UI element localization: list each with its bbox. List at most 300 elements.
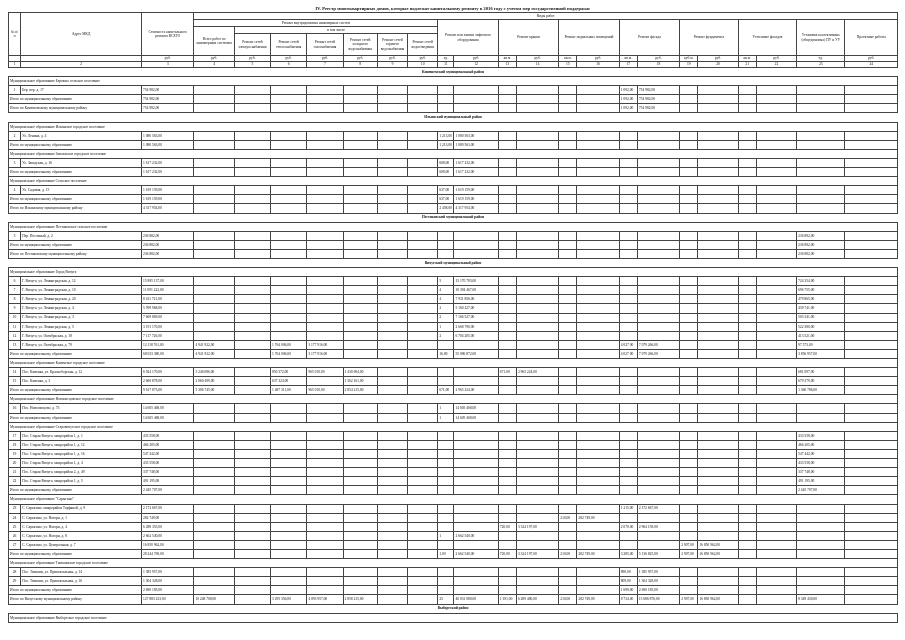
row-value xyxy=(498,313,516,322)
row-value xyxy=(234,531,270,540)
total-cell xyxy=(637,486,679,495)
row-value: 965 010,00 xyxy=(307,368,343,377)
total-cell: 671,00 xyxy=(438,386,454,395)
header-eng-group: Ремонт внутридомовых инженерных систем xyxy=(194,20,438,27)
row-value xyxy=(438,459,454,468)
total-cell: 4 027 00 xyxy=(619,349,637,358)
total-cell xyxy=(680,104,698,113)
table-row xyxy=(9,131,898,140)
row-value xyxy=(498,449,516,458)
row-address: Ул. Заводская, д. 16 xyxy=(21,158,142,167)
row-value: 724 354,00 xyxy=(797,277,845,286)
total-cell xyxy=(577,349,619,358)
row-number: 17 xyxy=(9,431,21,440)
row-value xyxy=(577,295,619,304)
total-cell xyxy=(271,240,307,249)
total-cell xyxy=(637,204,679,213)
row-value xyxy=(756,368,796,377)
row-value: 547 442,00 xyxy=(142,449,194,458)
total-cell: 754 982,00 xyxy=(637,95,679,104)
row-value xyxy=(637,286,679,295)
row-value: 15 895 137,00 xyxy=(142,277,194,286)
row-value xyxy=(343,331,377,340)
table-row xyxy=(9,431,898,440)
row-value xyxy=(698,522,738,531)
total-cell xyxy=(756,195,796,204)
row-value xyxy=(271,304,307,313)
row-value xyxy=(271,504,307,513)
row-value xyxy=(307,513,343,522)
total-cell xyxy=(756,249,796,258)
total-row xyxy=(9,349,898,358)
total-cell xyxy=(271,586,307,595)
total-row xyxy=(9,240,898,249)
row-value xyxy=(234,277,270,286)
row-value xyxy=(756,522,796,531)
row-value xyxy=(271,513,307,522)
total-cell xyxy=(194,195,234,204)
row-value xyxy=(845,313,898,322)
row-address: Бер. пер. д. 17 xyxy=(21,86,142,95)
total-row xyxy=(9,386,898,395)
row-value xyxy=(756,568,796,577)
total-cell xyxy=(454,486,498,495)
row-value xyxy=(619,277,637,286)
total-cell xyxy=(438,249,454,258)
total-cell xyxy=(307,140,343,149)
row-value xyxy=(271,277,307,286)
total-cell xyxy=(408,168,438,177)
row-value: 1 385 957,00 xyxy=(637,568,679,577)
total-cell xyxy=(756,386,796,395)
total-cell xyxy=(698,349,738,358)
row-value xyxy=(577,449,619,458)
row-value xyxy=(756,331,796,340)
row-value: 2 964 158,00 xyxy=(637,522,679,531)
table-row xyxy=(9,459,898,468)
header-design: Проектные работы xyxy=(845,20,898,56)
table-row xyxy=(9,313,898,322)
row-value xyxy=(234,340,270,349)
total-cell xyxy=(577,386,619,395)
row-address: Пос. Тимшин, ул. Привокзальная, д. 16 xyxy=(21,577,142,586)
row-value xyxy=(559,522,577,531)
row-value xyxy=(738,304,756,313)
column-number-cell: 8 xyxy=(343,62,377,68)
row-value xyxy=(516,304,558,313)
municipality-row xyxy=(9,149,898,158)
row-value xyxy=(637,313,679,322)
row-value xyxy=(577,531,619,540)
row-value: 479 865,00 xyxy=(797,295,845,304)
table-row xyxy=(9,440,898,449)
table-row xyxy=(9,231,898,240)
total-cell xyxy=(307,204,343,213)
row-value xyxy=(516,313,558,322)
units-cell: ед. xyxy=(797,56,845,62)
table-row xyxy=(9,86,898,95)
total-cell xyxy=(680,249,698,258)
total-cell: 1 080 563,00 xyxy=(454,140,498,149)
row-value xyxy=(845,331,898,340)
row-address: Пос. Каменка, ул. Красноборская, д. 12 xyxy=(21,368,142,377)
header-insul: Утепление фасадов xyxy=(738,20,796,56)
row-value: 2 xyxy=(438,304,454,313)
total-cell xyxy=(698,95,738,104)
row-value xyxy=(619,468,637,477)
row-value xyxy=(498,295,516,304)
units-cell: руб. xyxy=(234,56,270,62)
total-cell: 1 360 786,00 xyxy=(797,386,845,395)
row-value xyxy=(845,231,898,240)
total-cell xyxy=(234,549,270,558)
row-value xyxy=(516,277,558,286)
row-value xyxy=(698,449,738,458)
row-value xyxy=(343,522,377,531)
total-cell xyxy=(845,104,898,113)
row-value xyxy=(271,449,307,458)
total-cell xyxy=(680,95,698,104)
total-cell: 25 xyxy=(438,595,454,604)
row-value xyxy=(271,540,307,549)
row-value: 547 442,00 xyxy=(797,449,845,458)
row-value: 2 xyxy=(438,313,454,322)
total-cell xyxy=(408,386,438,395)
total-cell xyxy=(738,413,756,422)
header-sew: Ремонт сетей водоотведения xyxy=(408,34,438,56)
row-number: 22 xyxy=(9,477,21,486)
row-value xyxy=(516,86,558,95)
row-value xyxy=(559,577,577,586)
table-row xyxy=(9,304,898,313)
row-value xyxy=(516,295,558,304)
municipality-row xyxy=(9,395,898,404)
total-cell xyxy=(343,104,377,113)
row-value xyxy=(577,522,619,531)
row-value xyxy=(271,295,307,304)
row-value xyxy=(498,277,516,286)
row-value: 671,00 xyxy=(498,368,516,377)
total-cell: 8 734,00 xyxy=(619,595,637,604)
row-value xyxy=(454,522,498,531)
total-cell xyxy=(738,195,756,204)
row-value xyxy=(738,577,756,586)
row-number: 3 xyxy=(9,158,21,167)
total-row xyxy=(9,195,898,204)
row-value: 1 092,00 xyxy=(619,86,637,95)
row-value: 1 080 563,00 xyxy=(142,131,194,140)
row-value xyxy=(438,449,454,458)
row-value: 2 172 667,00 xyxy=(142,504,194,513)
row-value xyxy=(498,158,516,167)
row-value xyxy=(377,404,407,413)
total-cell: 1,00 xyxy=(438,549,454,558)
row-number: 20 xyxy=(9,459,21,468)
total-cell xyxy=(498,95,516,104)
row-value xyxy=(637,513,679,522)
row-value xyxy=(377,568,407,577)
total-row xyxy=(9,413,898,422)
row-value xyxy=(194,504,234,513)
total-cell xyxy=(845,240,898,249)
total-cell: 4 093 957,00 xyxy=(307,595,343,604)
row-value xyxy=(756,186,796,195)
row-value xyxy=(577,468,619,477)
total-cell xyxy=(194,204,234,213)
row-value xyxy=(194,131,234,140)
row-value: 3 177 916,00 xyxy=(307,340,343,349)
row-value: 2 662 540,00 xyxy=(142,531,194,540)
row-address: Г. Вичуга, ул. Ленинградская, д. 10 xyxy=(21,286,142,295)
total-cell xyxy=(516,413,558,422)
total-cell xyxy=(343,204,377,213)
row-value xyxy=(194,540,234,549)
total-cell xyxy=(377,204,407,213)
row-value: 890,00 xyxy=(619,568,637,577)
row-value xyxy=(307,468,343,477)
total-cell xyxy=(680,349,698,358)
total-cell: 236 882,00 xyxy=(142,249,194,258)
total-cell xyxy=(577,195,619,204)
row-value xyxy=(343,440,377,449)
total-cell: 1 xyxy=(438,413,454,422)
total-cell xyxy=(698,386,738,395)
row-value xyxy=(845,377,898,386)
row-value xyxy=(498,322,516,331)
row-value xyxy=(516,513,558,522)
row-value xyxy=(516,231,558,240)
total-cell xyxy=(498,140,516,149)
row-value xyxy=(845,449,898,458)
column-number-cell: 10 xyxy=(408,62,438,68)
row-value xyxy=(516,158,558,167)
total-cell xyxy=(577,95,619,104)
row-value xyxy=(738,277,756,286)
total-cell xyxy=(498,349,516,358)
total-cell xyxy=(343,195,377,204)
row-value xyxy=(577,459,619,468)
row-value xyxy=(637,331,679,340)
total-cell xyxy=(577,249,619,258)
total-cell xyxy=(619,249,637,258)
row-value xyxy=(698,340,738,349)
total-cell xyxy=(577,104,619,113)
row-value xyxy=(454,568,498,577)
table-row xyxy=(9,331,898,340)
row-value xyxy=(194,313,234,322)
total-cell: 127 883 233,00 xyxy=(142,595,194,604)
row-value: 236 882,00 xyxy=(142,231,194,240)
row-value xyxy=(698,313,738,322)
row-value xyxy=(377,322,407,331)
row-value xyxy=(234,431,270,440)
total-cell xyxy=(559,140,577,149)
units-cell: куб.м. xyxy=(680,56,698,62)
section-row xyxy=(9,68,898,77)
row-value: 14 605 468,00 xyxy=(454,404,498,413)
total-cell xyxy=(408,586,438,595)
row-address: Пос. Старая Вичуга, микрорайон 1, д. 12 xyxy=(21,440,142,449)
total-cell xyxy=(738,95,756,104)
row-value xyxy=(637,531,679,540)
total-cell xyxy=(698,240,738,249)
header-lift: Ремонт или замена лифтового оборудования xyxy=(438,20,498,56)
row-value xyxy=(194,295,234,304)
total-cell xyxy=(343,240,377,249)
total-cell xyxy=(619,168,637,177)
row-value xyxy=(194,331,234,340)
row-value xyxy=(698,131,738,140)
total-cell: 1 080 563,00 xyxy=(142,140,194,149)
total-label: Итого по муниципальному образованию xyxy=(9,140,142,149)
row-value xyxy=(577,368,619,377)
total-cell xyxy=(234,349,270,358)
row-value xyxy=(516,331,558,340)
row-value xyxy=(680,158,698,167)
row-number: 29 xyxy=(9,577,21,586)
total-cell xyxy=(498,413,516,422)
total-cell xyxy=(438,586,454,595)
row-value: 2 907,00 xyxy=(680,540,698,549)
row-value xyxy=(738,377,756,386)
row-address: Пос. Новописцово, д. 73 xyxy=(21,404,142,413)
row-value xyxy=(797,404,845,413)
total-row xyxy=(9,549,898,558)
row-value xyxy=(680,322,698,331)
row-value xyxy=(756,577,796,586)
row-value xyxy=(438,513,454,522)
row-address: Ул. Ленина, д. 4 xyxy=(21,131,142,140)
row-value xyxy=(680,477,698,486)
row-value xyxy=(234,322,270,331)
row-value xyxy=(438,377,454,386)
row-value xyxy=(680,404,698,413)
municipality-row xyxy=(9,122,898,131)
row-value: 1 xyxy=(438,322,454,331)
total-cell xyxy=(343,486,377,495)
row-value xyxy=(577,131,619,140)
row-value xyxy=(738,449,756,458)
row-value xyxy=(698,431,738,440)
row-value xyxy=(498,468,516,477)
row-address: Г. Вичуга, ул. Октябрьская, д. 79 xyxy=(21,340,142,349)
municipality-row xyxy=(9,77,898,86)
row-address: Пос. Старая Вичуга, микрорайон 1, д. 4 xyxy=(21,459,142,468)
row-value xyxy=(680,331,698,340)
row-value xyxy=(577,277,619,286)
row-value xyxy=(577,477,619,486)
municipality-title: Муниципальное образование Город Вичуга xyxy=(9,268,898,277)
row-value xyxy=(738,86,756,95)
row-value xyxy=(845,340,898,349)
total-cell xyxy=(559,168,577,177)
row-value xyxy=(637,440,679,449)
row-value xyxy=(498,331,516,340)
total-cell: 4 317 954,00 xyxy=(142,204,194,213)
header-meters: Установка коллективных (общедомовых) ПУ и УУ xyxy=(797,20,845,56)
total-cell xyxy=(271,95,307,104)
units-cell: кв.м. xyxy=(498,56,516,62)
total-cell xyxy=(234,249,270,258)
total-cell: 14 605 468,00 xyxy=(454,413,498,422)
row-value: 337 748,00 xyxy=(142,468,194,477)
row-value xyxy=(756,504,796,513)
row-value: 1 764 006,00 xyxy=(271,340,307,349)
total-cell xyxy=(408,595,438,604)
row-number: 26 xyxy=(9,531,21,540)
row-value xyxy=(271,531,307,540)
total-cell: 8 349 430,00 xyxy=(797,595,845,604)
total-cell xyxy=(680,240,698,249)
row-number: 4 xyxy=(9,186,21,195)
row-value xyxy=(577,322,619,331)
row-value xyxy=(559,158,577,167)
column-number-cell: 4 xyxy=(194,62,234,68)
units-cell: руб. xyxy=(307,56,343,62)
section-row xyxy=(9,258,898,267)
row-value: 1 617 232,00 xyxy=(454,158,498,167)
row-value xyxy=(559,440,577,449)
row-value xyxy=(377,377,407,386)
row-value xyxy=(438,440,454,449)
table-row xyxy=(9,322,898,331)
row-value xyxy=(845,468,898,477)
row-value xyxy=(738,540,756,549)
row-value xyxy=(619,449,637,458)
table-row xyxy=(9,186,898,195)
row-value xyxy=(756,440,796,449)
row-value xyxy=(307,477,343,486)
row-value xyxy=(377,531,407,540)
row-value xyxy=(408,540,438,549)
row-value: 522 380,00 xyxy=(797,322,845,331)
total-cell xyxy=(377,195,407,204)
total-label: Итого по муниципальному образованию xyxy=(9,386,142,395)
column-number-cell: 21 xyxy=(738,62,756,68)
total-cell xyxy=(577,140,619,149)
column-number-cell: 12 xyxy=(454,62,498,68)
row-value xyxy=(680,313,698,322)
total-cell xyxy=(516,168,558,177)
row-value xyxy=(271,440,307,449)
row-value xyxy=(271,331,307,340)
total-label: Итого по Ильинскому муниципальному району xyxy=(9,204,142,213)
total-cell xyxy=(343,249,377,258)
row-value xyxy=(738,431,756,440)
total-cell xyxy=(797,104,845,113)
row-value xyxy=(271,158,307,167)
row-value: 439 741,00 xyxy=(797,304,845,313)
row-value xyxy=(271,231,307,240)
total-cell xyxy=(271,195,307,204)
row-value xyxy=(619,322,637,331)
row-address: С. Сарыгино, ул. Нагорн, д. 4 xyxy=(21,522,142,531)
row-value xyxy=(619,377,637,386)
header-facade: Ремонт фасада xyxy=(619,20,679,56)
row-value xyxy=(577,331,619,340)
row-value xyxy=(516,377,558,386)
total-cell xyxy=(738,140,756,149)
total-cell xyxy=(845,486,898,495)
row-value xyxy=(738,468,756,477)
row-value xyxy=(516,340,558,349)
row-value xyxy=(680,231,698,240)
row-value xyxy=(577,431,619,440)
row-value xyxy=(559,468,577,477)
total-cell xyxy=(797,549,845,558)
total-cell xyxy=(234,204,270,213)
total-cell: 754 982,00 xyxy=(142,95,194,104)
